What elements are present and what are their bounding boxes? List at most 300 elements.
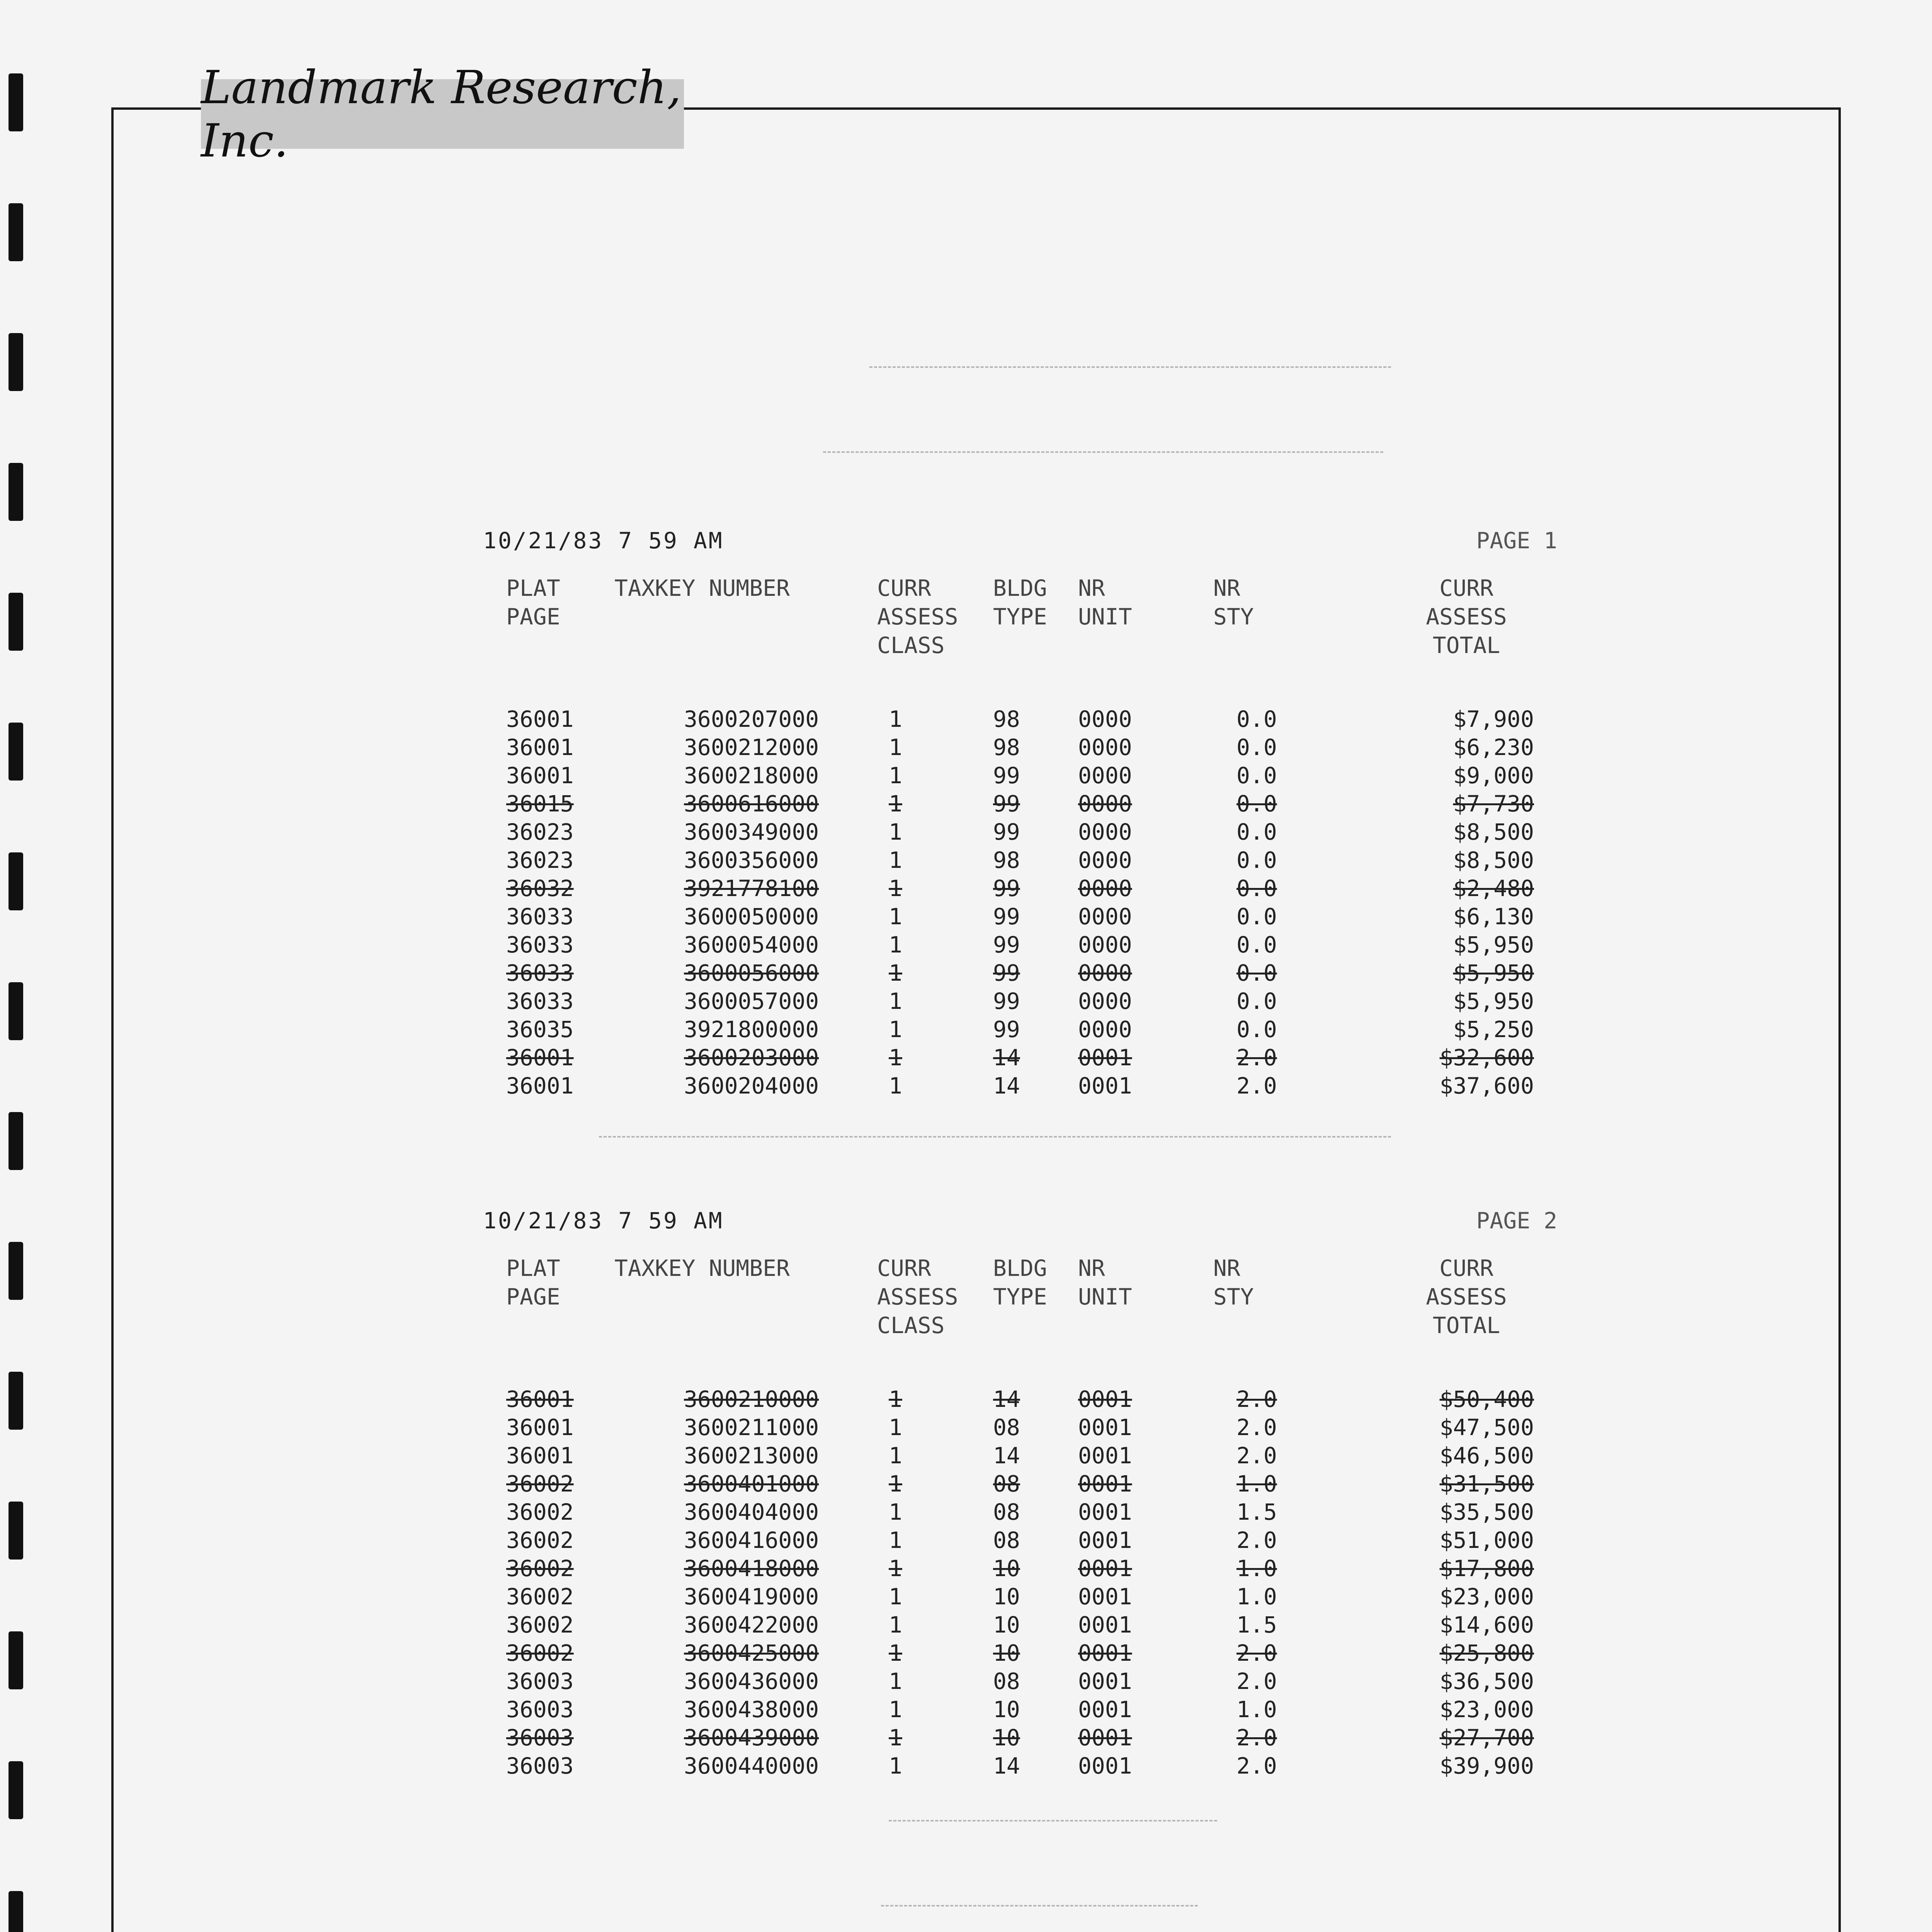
assess-total: $35,500 [1439,1499,1534,1525]
header-line: BLDG [993,1255,1047,1281]
assess-total: $5,950 [1453,988,1534,1014]
report-page-label: PAGE 1 [1476,527,1557,554]
taxkey-number: 3600422000 [684,1612,819,1638]
assess-total: $23,000 [1439,1583,1534,1610]
assess-class: 1 [889,1414,902,1440]
taxkey-number: 3600401000 [684,1471,819,1497]
assess-class: 1 [889,1753,902,1779]
binder-hole [9,982,23,1040]
plat-page: 36001 [506,706,574,732]
nr-sty: 0.0 [1236,1016,1277,1043]
column-header-class [877,574,958,660]
header-line: CLASS [877,1312,945,1338]
faded-line [889,1820,1217,1821]
bldg-type: 10 [993,1640,1020,1666]
header-line: TAXKEY NUMBER [614,575,790,601]
report-timestamp [483,527,724,554]
taxkey-number: 3600418000 [684,1555,819,1582]
assess-total: $6,130 [1453,903,1534,930]
nr-sty: 1.0 [1236,1696,1277,1723]
taxkey-number: 3600438000 [684,1696,819,1723]
plat-page: 36002 [506,1527,574,1553]
plat-page: 36002 [506,1555,574,1582]
binder-hole [9,333,23,391]
plat-page: 36023 [506,847,574,873]
bldg-type: 08 [993,1499,1020,1525]
table-row [483,1696,1557,1724]
table-row [483,1583,1557,1611]
header-line: NR [1078,1255,1105,1281]
binder-hole [9,1112,23,1170]
report-page-2 [483,1208,1557,1780]
assess-total: $14,600 [1439,1612,1534,1638]
bldg-type: 08 [993,1527,1020,1553]
assess-total: $36,500 [1439,1668,1534,1694]
company-name: Landmark Research, Inc. [201,61,682,167]
assess-total: $25,800 [1439,1640,1534,1666]
nr-sty: 2.0 [1236,1527,1277,1553]
binder-hole [9,1631,23,1689]
nr-sty: 0.0 [1236,988,1277,1014]
column-header-sty [1213,574,1254,631]
assess-class: 1 [889,1044,902,1071]
binder-hole [9,1502,23,1560]
table-row [483,790,1557,818]
faded-line [823,451,1383,453]
assess-class: 1 [889,1612,902,1638]
table-row [483,733,1557,762]
assess-class: 1 [889,960,902,986]
nr-unit: 0000 [1078,932,1132,958]
taxkey-number: 3600349000 [684,819,819,845]
table-row [483,1554,1557,1583]
bldg-type: 08 [993,1471,1020,1497]
plat-page: 36002 [506,1640,574,1666]
taxkey-number: 3600207000 [684,706,819,732]
nr-sty: 0.0 [1236,932,1277,958]
plat-page: 36002 [506,1499,574,1525]
plat-page: 36033 [506,903,574,930]
nr-unit: 0001 [1078,1725,1132,1751]
nr-unit: 0001 [1078,1044,1132,1071]
taxkey-number: 3600057000 [684,988,819,1014]
nr-sty: 0.0 [1236,791,1277,817]
assess-total: $27,700 [1439,1725,1534,1751]
bldg-type: 14 [993,1442,1020,1469]
assess-total: $23,000 [1439,1696,1534,1723]
table-row [483,1752,1557,1780]
header-line: STY [1213,1284,1254,1310]
assess-class: 1 [889,791,902,817]
assess-class: 1 [889,1471,902,1497]
table-row [483,705,1557,733]
assess-class: 1 [889,875,902,901]
plat-page: 36001 [506,734,574,760]
nr-sty: 2.0 [1236,1753,1277,1779]
header-line: TOTAL [1432,632,1500,658]
bldg-type: 14 [993,1044,1020,1071]
plat-page: 36023 [506,819,574,845]
taxkey-number: 3600356000 [684,847,819,873]
column-header-total [1399,574,1534,660]
header-line: NR [1213,1255,1240,1281]
binder-holes [9,0,24,1932]
assess-class: 1 [889,1725,902,1751]
nr-unit: 0001 [1078,1471,1132,1497]
assess-total: $8,500 [1453,847,1534,873]
faded-line [869,366,1391,368]
taxkey-number: 3600616000 [684,791,819,817]
bldg-type: 98 [993,734,1020,760]
header-line: ASSESS [877,1284,958,1310]
column-header-bldg [993,574,1047,631]
table-row [483,818,1557,846]
assess-class: 1 [889,1640,902,1666]
table-row [483,987,1557,1015]
assess-total: $9,000 [1453,762,1534,789]
assess-class: 1 [889,1583,902,1610]
data-rows [483,705,1557,1100]
header-line: NR [1213,575,1240,601]
header-line: BLDG [993,575,1047,601]
taxkey-number: 3600212000 [684,734,819,760]
nr-sty: 0.0 [1236,847,1277,873]
report-time: 7 59 AM [618,527,724,554]
taxkey-number: 3600204000 [684,1073,819,1099]
assess-class: 1 [889,932,902,958]
taxkey-number: 3600436000 [684,1668,819,1694]
assess-total: $32,600 [1439,1044,1534,1071]
nr-sty: 2.0 [1236,1414,1277,1440]
table-row [483,959,1557,987]
plat-page: 36003 [506,1753,574,1779]
binder-hole [9,723,23,781]
bldg-type: 99 [993,1016,1020,1043]
header-line: CURR [1439,575,1493,601]
assess-class: 1 [889,819,902,845]
table-row [483,874,1557,903]
report-header [483,527,1557,574]
column-header-bldg [993,1254,1047,1311]
column-header-total [1399,1254,1534,1340]
table-row [483,1385,1557,1413]
table-row [483,1015,1557,1044]
bldg-type: 10 [993,1555,1020,1582]
assess-class: 1 [889,706,902,732]
nr-sty: 2.0 [1236,1386,1277,1412]
taxkey-number: 3600425000 [684,1640,819,1666]
nr-sty: 0.0 [1236,875,1277,901]
table-row [483,1667,1557,1696]
plat-page: 36001 [506,1414,574,1440]
table-row [483,846,1557,874]
taxkey-number: 3600056000 [684,960,819,986]
nr-unit: 0001 [1078,1073,1132,1099]
nr-unit: 0001 [1078,1499,1132,1525]
column-headers [483,574,1557,690]
header-line: CURR [1439,1255,1493,1281]
assess-class: 1 [889,1073,902,1099]
nr-sty: 2.0 [1236,1073,1277,1099]
column-header-plat [506,574,560,631]
plat-page: 36001 [506,1044,574,1071]
nr-sty: 2.0 [1236,1044,1277,1071]
nr-sty: 0.0 [1236,819,1277,845]
header-line: TYPE [993,1284,1047,1310]
table-row [483,762,1557,790]
table-row [483,1498,1557,1526]
nr-sty: 2.0 [1236,1668,1277,1694]
plat-page: 36015 [506,791,574,817]
plat-page: 36033 [506,960,574,986]
assess-total: $31,500 [1439,1471,1534,1497]
nr-sty: 2.0 [1236,1442,1277,1469]
bldg-type: 08 [993,1668,1020,1694]
header-line: STY [1213,604,1254,630]
nr-unit: 0001 [1078,1442,1132,1469]
assess-total: $8,500 [1453,819,1534,845]
report-date: 10/21/83 [483,1208,604,1234]
report-header [483,1208,1557,1254]
binder-hole [9,1242,23,1300]
taxkey-number: 3600404000 [684,1499,819,1525]
binder-hole [9,73,23,131]
header-line: ASSESS [1426,1284,1507,1310]
plat-page: 36003 [506,1668,574,1694]
plat-page: 36002 [506,1471,574,1497]
column-header-unit [1078,574,1132,631]
assess-total: $5,250 [1453,1016,1534,1043]
plat-page: 36033 [506,932,574,958]
plat-page: 36035 [506,1016,574,1043]
header-line: TOTAL [1432,1312,1500,1338]
bldg-type: 99 [993,875,1020,901]
taxkey-number: 3600050000 [684,903,819,930]
plat-page: 36002 [506,1612,574,1638]
plat-page: 36001 [506,1442,574,1469]
nr-sty: 1.0 [1236,1555,1277,1582]
bldg-type: 99 [993,903,1020,930]
binder-hole [9,1891,23,1932]
plat-page: 36003 [506,1725,574,1751]
assess-class: 1 [889,1386,902,1412]
column-header-unit [1078,1254,1132,1311]
report-page-1 [483,527,1557,1100]
nr-unit: 0001 [1078,1612,1132,1638]
table-row [483,1442,1557,1470]
nr-unit: 0001 [1078,1414,1132,1440]
assess-class: 1 [889,847,902,873]
bldg-type: 10 [993,1583,1020,1610]
bldg-type: 14 [993,1753,1020,1779]
nr-unit: 0000 [1078,734,1132,760]
assess-class: 1 [889,1442,902,1469]
plat-page: 36001 [506,1073,574,1099]
column-headers [483,1254,1557,1370]
bldg-type: 98 [993,847,1020,873]
nr-sty: 0.0 [1236,762,1277,789]
binder-hole [9,593,23,651]
bldg-type: 99 [993,932,1020,958]
company-logo [201,61,684,167]
plat-page: 36032 [506,875,574,901]
table-row [483,1526,1557,1554]
nr-unit: 0001 [1078,1386,1132,1412]
header-line: PAGE [506,604,560,630]
taxkey-number: 3600419000 [684,1583,819,1610]
nr-unit: 0001 [1078,1640,1132,1666]
table-row [483,1044,1557,1072]
binder-hole [9,1372,23,1430]
header-line: TAXKEY NUMBER [614,1255,790,1281]
report-timestamp [483,1208,724,1234]
table-row [483,1639,1557,1667]
plat-page: 36001 [506,1386,574,1412]
taxkey-number: 3921800000 [684,1016,819,1043]
nr-sty: 1.0 [1236,1471,1277,1497]
assess-total: $7,900 [1453,706,1534,732]
assess-class: 1 [889,1016,902,1043]
binder-hole [9,1761,23,1819]
faded-line [599,1136,1391,1138]
assess-total: $37,600 [1439,1073,1534,1099]
nr-unit: 0000 [1078,847,1132,873]
nr-unit: 0000 [1078,706,1132,732]
column-header-plat [506,1254,560,1311]
nr-sty: 0.0 [1236,903,1277,930]
assess-total: $39,900 [1439,1753,1534,1779]
header-line: ASSESS [1426,604,1507,630]
nr-sty: 2.0 [1236,1725,1277,1751]
nr-sty: 1.5 [1236,1499,1277,1525]
nr-unit: 0000 [1078,988,1132,1014]
taxkey-number: 3600054000 [684,932,819,958]
taxkey-number: 3921778100 [684,875,819,901]
assess-class: 1 [889,1499,902,1525]
column-header-sty [1213,1254,1254,1311]
nr-sty: 1.5 [1236,1612,1277,1638]
assess-total: $6,230 [1453,734,1534,760]
assess-class: 1 [889,1555,902,1582]
nr-unit: 0001 [1078,1527,1132,1553]
nr-unit: 0000 [1078,791,1132,817]
binder-hole [9,203,23,261]
bldg-type: 08 [993,1414,1020,1440]
assess-total: $51,000 [1439,1527,1534,1553]
assess-class: 1 [889,1527,902,1553]
assess-class: 1 [889,988,902,1014]
header-line: PLAT [506,1255,560,1281]
assess-total: $7,730 [1453,791,1534,817]
table-row [483,1470,1557,1498]
bldg-type: 99 [993,960,1020,986]
binder-hole [9,852,23,910]
bldg-type: 99 [993,762,1020,789]
nr-unit: 0000 [1078,903,1132,930]
header-line: CLASS [877,632,945,658]
nr-unit: 0000 [1078,762,1132,789]
header-line: TYPE [993,604,1047,630]
assess-class: 1 [889,762,902,789]
nr-unit: 0001 [1078,1583,1132,1610]
taxkey-number: 3600211000 [684,1414,819,1440]
bldg-type: 98 [993,706,1020,732]
bldg-type: 99 [993,791,1020,817]
report-date: 10/21/83 [483,527,604,554]
taxkey-number: 3600210000 [684,1386,819,1412]
nr-sty: 2.0 [1236,1640,1277,1666]
nr-unit: 0000 [1078,875,1132,901]
bldg-type: 14 [993,1386,1020,1412]
header-line: ASSESS [877,604,958,630]
taxkey-number: 3600439000 [684,1725,819,1751]
bldg-type: 10 [993,1725,1020,1751]
nr-sty: 0.0 [1236,960,1277,986]
header-line: CURR [877,575,931,601]
bldg-type: 99 [993,988,1020,1014]
header-line: PAGE [506,1284,560,1310]
bldg-type: 10 [993,1696,1020,1723]
nr-unit: 0001 [1078,1696,1132,1723]
table-row [483,1724,1557,1752]
assess-total: $46,500 [1439,1442,1534,1469]
column-header-taxkey [614,1254,790,1282]
plat-page: 36002 [506,1583,574,1610]
nr-sty: 0.0 [1236,706,1277,732]
assess-total: $2,480 [1453,875,1534,901]
column-header-taxkey [614,574,790,602]
nr-sty: 1.0 [1236,1583,1277,1610]
nr-unit: 0001 [1078,1555,1132,1582]
table-row [483,903,1557,931]
taxkey-number: 3600203000 [684,1044,819,1071]
header-line: UNIT [1078,1284,1132,1310]
assess-total: $17,800 [1439,1555,1534,1582]
faded-line [881,1905,1198,1906]
assess-class: 1 [889,903,902,930]
assess-total: $47,500 [1439,1414,1534,1440]
report-page-label: PAGE 2 [1476,1208,1557,1234]
data-rows [483,1385,1557,1780]
binder-hole [9,463,23,521]
assess-class: 1 [889,1696,902,1723]
table-row [483,1413,1557,1442]
bldg-type: 99 [993,819,1020,845]
header-line: UNIT [1078,604,1132,630]
nr-unit: 0001 [1078,1668,1132,1694]
nr-sty: 0.0 [1236,734,1277,760]
assess-total: $5,950 [1453,932,1534,958]
plat-page: 36001 [506,762,574,789]
table-row [483,1072,1557,1100]
header-line: NR [1078,575,1105,601]
taxkey-number: 3600440000 [684,1753,819,1779]
assess-class: 1 [889,734,902,760]
assess-total: $50,400 [1439,1386,1534,1412]
plat-page: 36003 [506,1696,574,1723]
bldg-type: 10 [993,1612,1020,1638]
table-row [483,931,1557,959]
column-header-class [877,1254,958,1340]
nr-unit: 0000 [1078,960,1132,986]
plat-page: 36033 [506,988,574,1014]
header-line: PLAT [506,575,560,601]
assess-total: $5,950 [1453,960,1534,986]
table-row [483,1611,1557,1639]
header-line: CURR [877,1255,931,1281]
taxkey-number: 3600416000 [684,1527,819,1553]
assess-class: 1 [889,1668,902,1694]
